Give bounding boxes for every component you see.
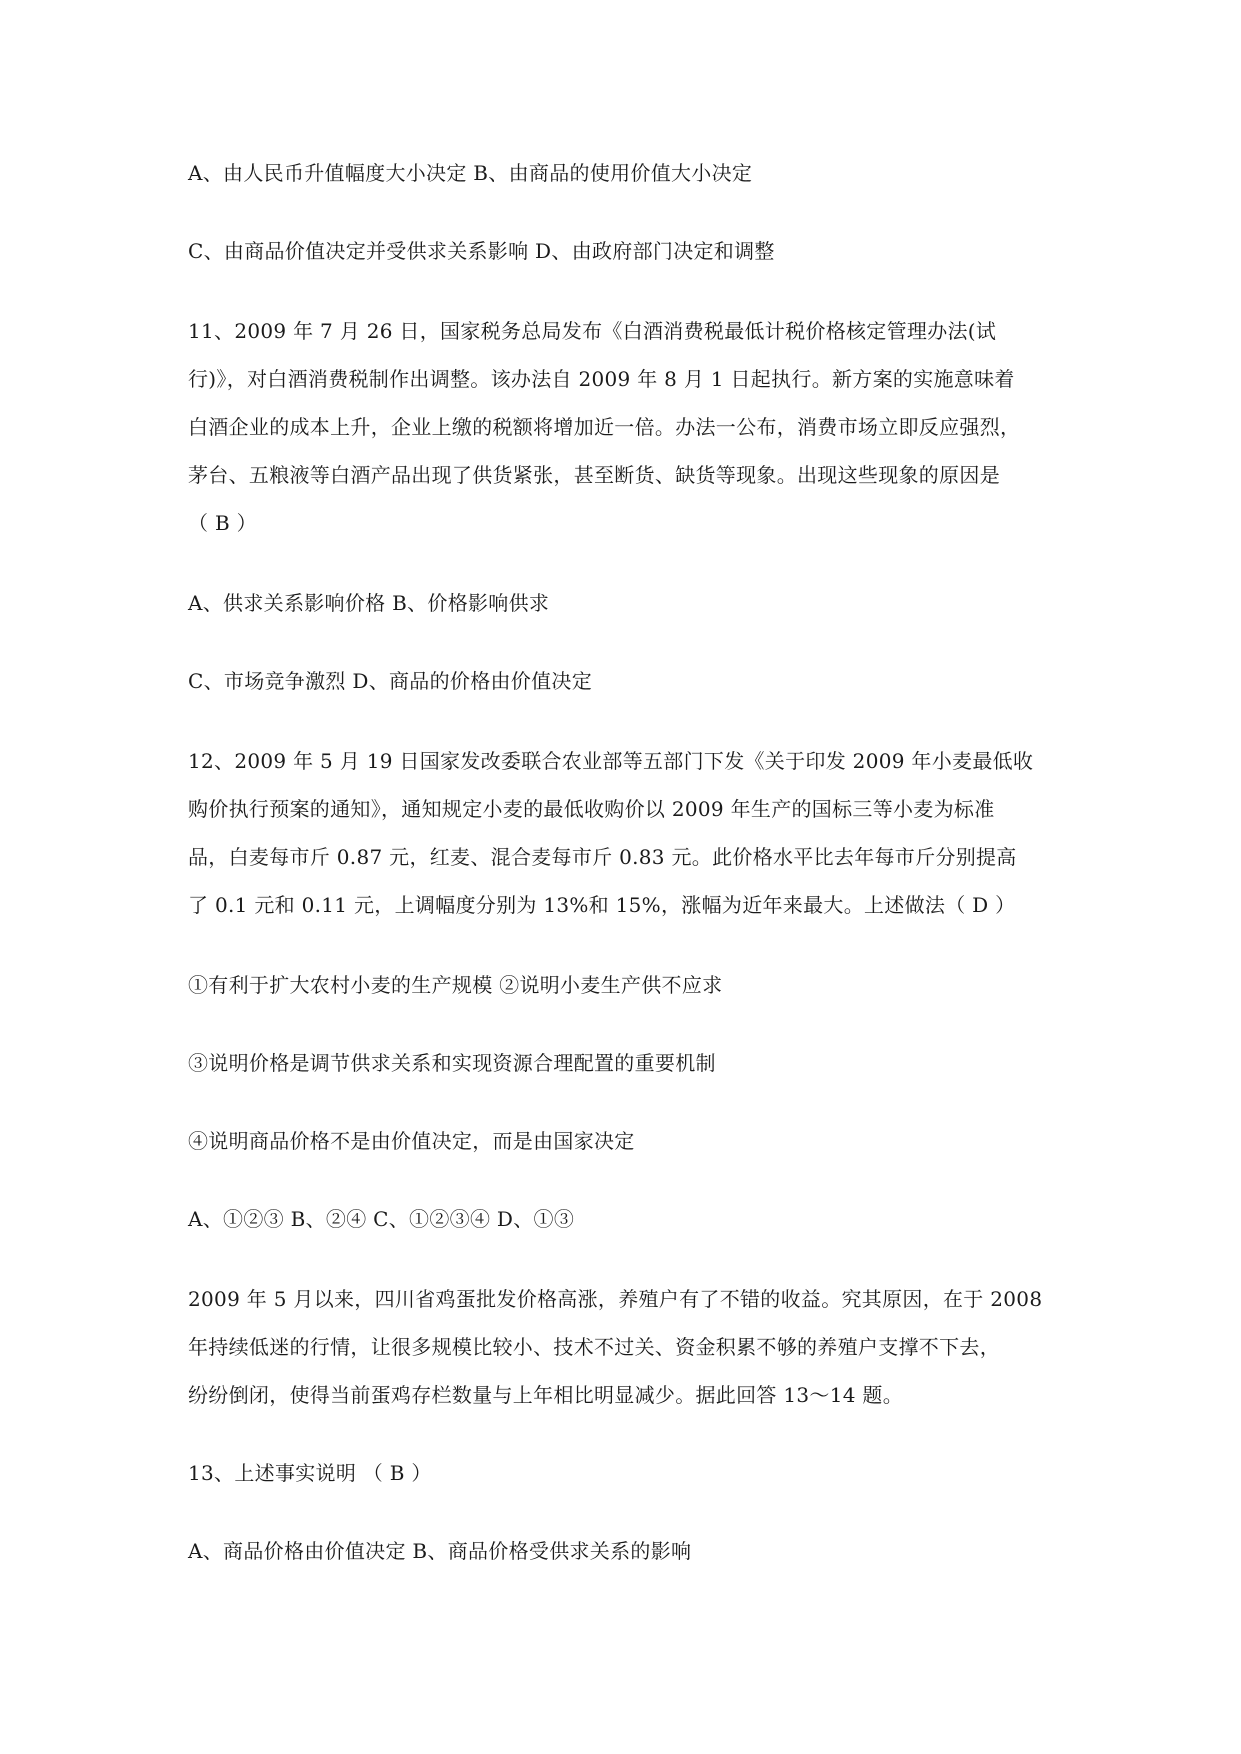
q12-statement-1-2: ①有利于扩大农村小麦的生产规模 ②说明小麦生产供不应求: [188, 973, 723, 997]
q11-options-ab: A、供求关系影响价格 B、价格影响供求: [188, 591, 550, 615]
q11-stem-line-1: 11、2009 年 7 月 26 日，国家税务总局发布《白酒消费税最低计税价格核定管理办法(试: [188, 319, 997, 343]
q10-options-ab: A、由人民币升值幅度大小决定 B、由商品的使用价值大小决定: [188, 161, 753, 185]
q12-stem-line-1: 12、2009 年 5 月 19 日国家发改委联合农业部等五部门下发《关于印发 2009 年小麦最低收: [188, 749, 1034, 773]
q12-stem-line-2: 购价执行预案的通知》，通知规定小麦的最低收购价以 2009 年生产的国标三等小麦为标准: [188, 797, 995, 821]
q12-options: A、①②③ B、②④ C、①②③④ D、①③: [188, 1207, 575, 1231]
q12-stem-line-4: 了 0.1 元和 0.11 元，上调幅度分别为 13%和 15%，涨幅为近年来最大。上述做法（ D ）: [188, 893, 1016, 917]
passage-line-2: 年持续低迷的行情，让很多规模比较小、技术不过关、资金积累不够的养殖户支撑不下去，: [188, 1335, 1000, 1359]
q11-stem-line-4: 茅台、五粮液等白酒产品出现了供货紧张，甚至断货、缺货等现象。出现这些现象的原因是: [188, 463, 1000, 487]
q12-statement-3: ③说明价格是调节供求关系和实现资源合理配置的重要机制: [188, 1051, 716, 1075]
q13-options-ab: A、商品价格由价值决定 B、商品价格受供求关系的影响: [188, 1539, 692, 1563]
q12-statement-4: ④说明商品价格不是由价值决定，而是由国家决定: [188, 1129, 635, 1153]
q10-options-cd: C、由商品价值决定并受供求关系影响 D、由政府部门决定和调整: [188, 239, 775, 263]
q12-stem-line-3: 品，白麦每市斤 0.87 元，红麦、混合麦每市斤 0.83 元。此价格水平比去年每市斤分别提高: [188, 845, 1017, 869]
q11-options-cd: C、市场竞争激烈 D、商品的价格由价值决定: [188, 669, 592, 693]
q11-answer: （ B ）: [188, 511, 257, 535]
q11-stem-line-2: 行)》，对白酒消费税制作出调整。该办法自 2009 年 8 月 1 日起执行。新方案的实施意味着: [188, 367, 1015, 391]
q13-stem: 13、上述事实说明 （ B ）: [188, 1461, 432, 1485]
passage-line-3: 纷纷倒闭，使得当前蛋鸡存栏数量与上年相比明显减少。据此回答 13～14 题。: [188, 1383, 904, 1407]
passage-line-1: 2009 年 5 月以来，四川省鸡蛋批发价格高涨，养殖户有了不错的收益。究其原因，在于 2008: [188, 1287, 1043, 1311]
q11-stem-line-3: 白酒企业的成本上升，企业上缴的税额将增加近一倍。办法一公布，消费市场立即反应强烈，: [188, 415, 1021, 439]
